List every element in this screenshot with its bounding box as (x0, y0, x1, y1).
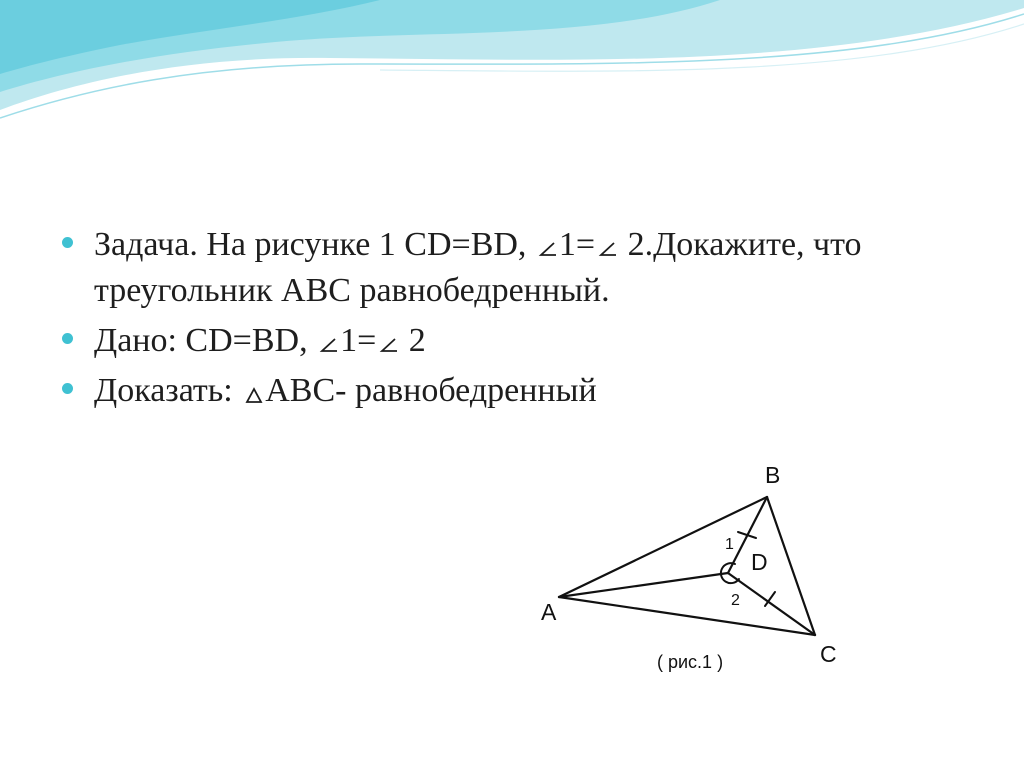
given-angle-1: 1= (340, 322, 377, 359)
header-wave-decoration (0, 0, 1024, 130)
angle-icon (597, 237, 619, 259)
given-angle-2: 2 (400, 322, 426, 359)
task-line1-start: Задача. На рисунке 1 CD=BD, (94, 226, 527, 263)
segment-bc (767, 497, 815, 635)
triangle-icon (243, 383, 265, 405)
task-angle-1: 1= (558, 226, 596, 263)
task-line1-end: 2.Докажите, что (619, 226, 862, 263)
prove-bullet (62, 368, 962, 414)
task-line2: треугольник АВС равнобедренный. (94, 272, 610, 309)
segment-dc (728, 573, 815, 635)
angle-icon (378, 333, 400, 355)
task-bullet (62, 222, 962, 314)
vertex-label-b: B (765, 462, 781, 488)
given-bullet (62, 318, 962, 364)
geometry-figure (521, 440, 870, 690)
vertex-label-a: A (541, 599, 557, 625)
vertex-label-d: D (751, 549, 768, 575)
angle-label-2: 2 (731, 592, 740, 609)
segment-ac (559, 597, 815, 635)
prove-prefix: Доказать: (94, 372, 233, 409)
angle-label-1: 1 (725, 536, 734, 553)
angle-icon (537, 237, 559, 259)
prove-rest: АВС- равнобедренный (265, 372, 597, 409)
angle-icon (318, 333, 340, 355)
given-prefix: Дано: CD=BD, (94, 322, 308, 359)
bullet-list (62, 222, 962, 418)
vertex-label-c: C (820, 641, 837, 667)
figure-caption: ( рис.1 ) (657, 652, 724, 672)
